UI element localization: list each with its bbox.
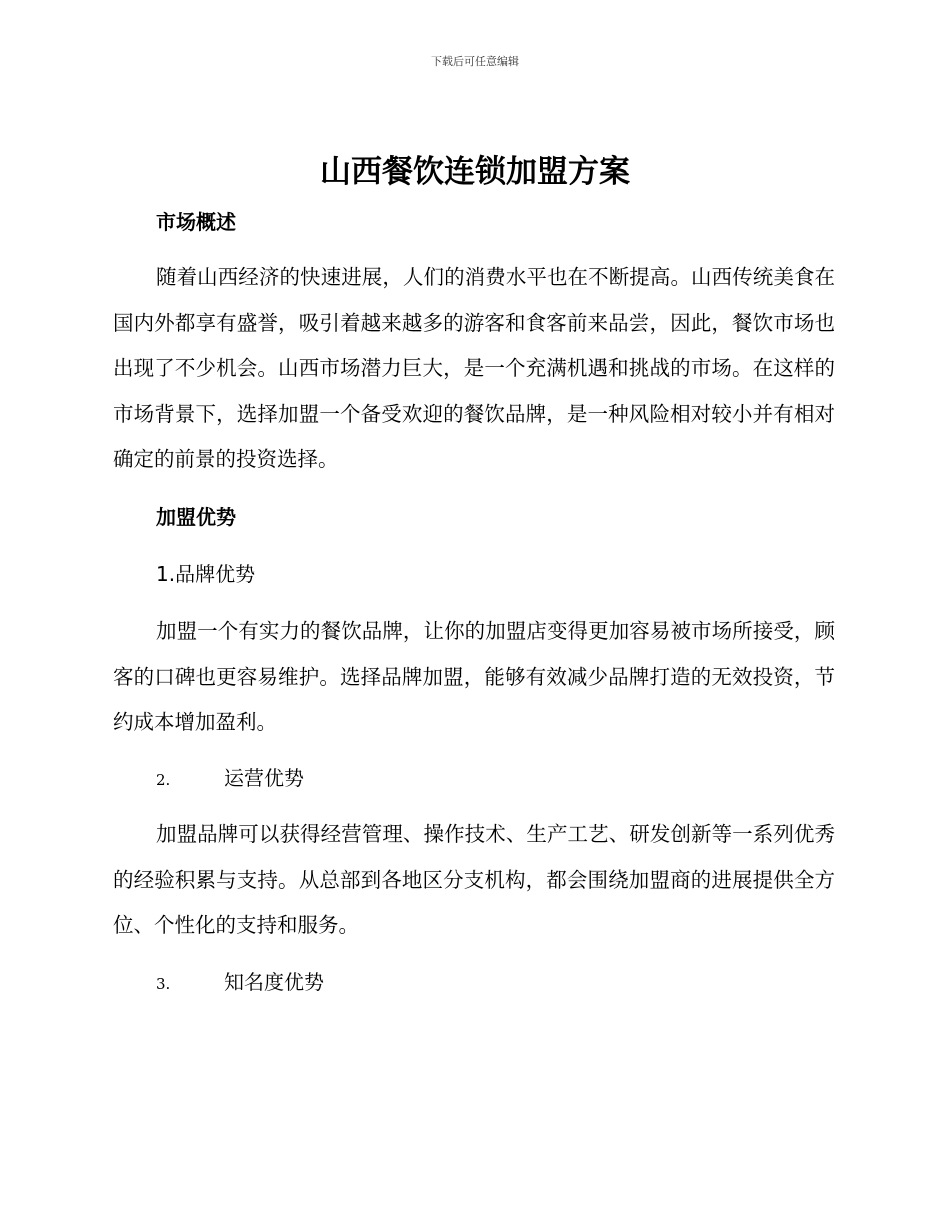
item-reputation-advantage-heading xyxy=(156,968,324,996)
paragraph-operation-advantage: 加盟品牌可以获得经营管理、操作技术、生产工艺、研发创新等一系列优秀的经验积累与支持。从总部到各地区分支机构，都会围绕加盟商的进展提供全方位、个性化的支持和服务。 xyxy=(113,822,835,937)
item-operation-advantage-title: 运营优势 xyxy=(224,766,304,790)
document-title: 山西餐饮连锁加盟方案 xyxy=(320,154,630,190)
item-reputation-advantage-title: 知名度优势 xyxy=(224,970,324,994)
item-operation-advantage-heading xyxy=(156,764,304,792)
page-header-note: 下载后可任意编辑 xyxy=(431,55,519,68)
paragraph-market-overview: 随着山西经济的快速进展，人们的消费水平也在不断提高。山西传统美食在国内外都享有盛誉，吸引着越来越多的游客和食客前来品尝，因此，餐饮市场也出现了不少机会。山西市场潜力巨大，是一个充满机遇和挑战的市场。在这样的市场背景下，选择加盟一个备受欢迎的餐饮品牌，是一种风险相对较小并有相对确定的前景的投资选择。 xyxy=(113,265,835,471)
section-heading-market-overview: 市场概述 xyxy=(156,210,236,234)
item-number: 3. xyxy=(156,975,171,993)
paragraph-brand-advantage: 加盟一个有实力的餐饮品牌，让你的加盟店变得更加容易被市场所接受，顾客的口碑也更容易维护。选择品牌加盟，能够有效减少品牌打造的无效投资，节约成本增加盈利。 xyxy=(113,619,835,734)
item-number: 2. xyxy=(156,771,171,789)
item-brand-advantage-title: 1.品牌优势 xyxy=(156,562,256,586)
section-heading-franchise-advantages: 加盟优势 xyxy=(156,505,236,529)
